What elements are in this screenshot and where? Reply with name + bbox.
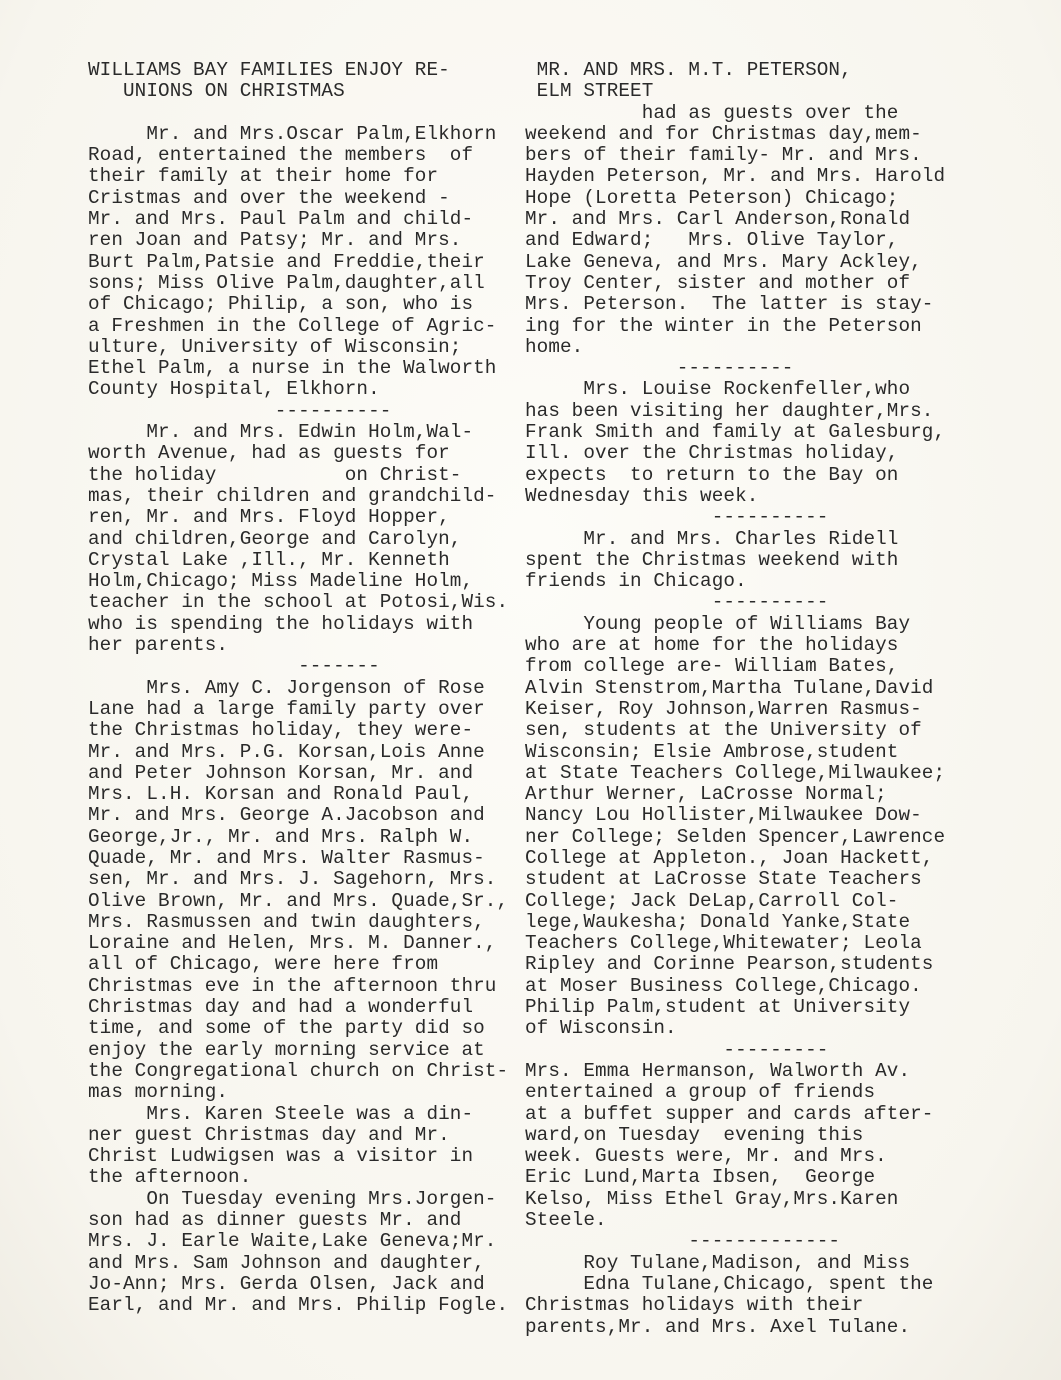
left-column-line: sen, Mr. and Mrs. J. Sagehorn, Mrs. [88, 868, 497, 891]
left-column-line: Mr. and Mrs.Oscar Palm,Elkhorn [88, 122, 497, 145]
left-column-line [88, 103, 548, 124]
left-column-line: Olive Brown, Mr. and Mrs. Quade,Sr., [88, 889, 509, 912]
left-column-line: ren Joan and Patsy; Mr. and Mrs. [88, 229, 462, 252]
right-column-line: Edna Tulane,Chicago, spent the [525, 1272, 934, 1295]
left-column-line: Mrs. Rasmussen and twin daughters, [88, 910, 485, 933]
right-column-line: home. [525, 335, 584, 358]
right-column-line: student at LaCrosse State Teachers [525, 868, 922, 891]
left-column-line: a Freshmen in the College of Agric- [88, 314, 497, 337]
right-column-line: ward,on Tuesday evening this [525, 1123, 864, 1146]
right-column-line: bers of their family- Mr. and Mrs. [525, 144, 922, 167]
left-column [88, 60, 548, 1317]
left-column-line: Mr. and Mrs. P.G. Korsan,Lois Anne [88, 740, 485, 763]
left-column-line: ner guest Christmas day and Mr. [88, 1123, 450, 1146]
left-column-line: Cristmas and over the weekend - [88, 186, 450, 209]
left-column-line: ------- [88, 655, 380, 678]
right-column-line: from college are- William Bates, [525, 655, 899, 678]
left-column-line: and Mrs. Sam Johnson and daughter, [88, 1251, 485, 1274]
left-column-line: their family at their home for [88, 165, 439, 188]
left-column-line: son had as dinner guests Mr. and [88, 1209, 462, 1232]
left-column-line: the Christmas holiday, they were- [88, 719, 474, 742]
left-column-line: all of Chicago, were here from [88, 953, 439, 976]
left-column-line: Mr. and Mrs. George A.Jacobson and [88, 804, 485, 827]
left-column-line: ren, Mr. and Mrs. Floyd Hopper, [88, 506, 450, 529]
left-column-line: Burt Palm,Patsie and Freddie,their [88, 250, 485, 273]
right-column-line: who are at home for the holidays [525, 634, 899, 657]
right-column-line: Ill. over the Christmas holiday, [525, 442, 899, 465]
right-column-line: Frank Smith and family at Galesburg, [525, 421, 946, 444]
left-column-line: Mrs. J. Earle Waite,Lake Geneva;Mr. [88, 1230, 497, 1253]
right-column-line: had as guests over the [525, 101, 899, 124]
left-column-line: Mr. and Mrs. Paul Palm and child- [88, 208, 474, 231]
left-column-line: Loraine and Helen, Mrs. M. Danner., [88, 932, 497, 955]
right-column-line: Young people of Williams Bay [525, 612, 911, 635]
left-column-line: WILLIAMS BAY FAMILIES ENJOY RE- [88, 59, 450, 81]
right-column-line: Lake Geneva, and Mrs. Mary Ackley, [525, 250, 922, 273]
right-column-line: Mr. and Mrs. Carl Anderson,Ronald [525, 208, 911, 231]
left-column-line: Ethel Palm, a nurse in the Walworth [88, 357, 497, 380]
right-column-line: ------------- [525, 1230, 841, 1253]
left-column-line: mas morning. [88, 1081, 229, 1104]
left-column-line: Mrs. L.H. Korsan and Ronald Paul, [88, 783, 474, 806]
right-column-line: ---------- [525, 357, 794, 380]
left-column-line: and children,George and Carolyn, [88, 527, 462, 550]
right-column-line: ing for the winter in the Peterson [525, 314, 922, 337]
right-column-line: friends in Chicago. [525, 570, 747, 593]
right-column-line: Mrs. Peterson. The latter is stay- [525, 293, 934, 316]
right-column-line: entertained a group of friends [525, 1081, 876, 1104]
right-column-line: Mrs. Louise Rockenfeller,who [525, 378, 911, 401]
left-column-line: Earl, and Mr. and Mrs. Philip Fogle. [88, 1294, 509, 1317]
left-column-line: County Hospital, Elkhorn. [88, 378, 380, 401]
left-column-line: mas, their children and grandchild- [88, 484, 497, 507]
right-column-line: College at Appleton., Joan Hackett, [525, 846, 934, 869]
left-column-line: who is spending the holidays with [88, 612, 474, 635]
left-column-line: teacher in the school at Potosi,Wis. [88, 591, 509, 614]
left-column-line: Lane had a large family party over [88, 697, 485, 720]
right-column-line: Mrs. Emma Hermanson, Walworth Av. [525, 1059, 911, 1082]
right-column-line: Steele. [525, 1209, 607, 1232]
left-column-line: the Congregational church on Christ- [88, 1059, 509, 1082]
right-column-line: lege,Waukesha; Donald Yanke,State [525, 910, 911, 933]
left-column-line: Quade, Mr. and Mrs. Walter Rasmus- [88, 846, 485, 869]
left-column-line: George,Jr., Mr. and Mrs. Ralph W. [88, 825, 474, 848]
left-column-line: Mr. and Mrs. Edwin Holm,Wal- [88, 421, 474, 444]
right-column-line: ELM STREET [525, 80, 654, 103]
right-column-line: ---------- [525, 506, 829, 529]
right-column-line: Keiser, Roy Johnson,Warren Rasmus- [525, 697, 922, 720]
left-column-line: On Tuesday evening Mrs.Jorgen- [88, 1187, 497, 1210]
right-column-line: week. Guests were, Mr. and Mrs. [525, 1145, 887, 1168]
right-column-line: Kelso, Miss Ethel Gray,Mrs.Karen [525, 1187, 899, 1210]
right-column-line: Roy Tulane,Madison, and Miss [525, 1251, 911, 1274]
right-column-line: at Moser Business College,Chicago. [525, 974, 922, 997]
right-column-line: Eric Lund,Marta Ibsen, George [525, 1166, 876, 1189]
left-column-line: and Peter Johnson Korsan, Mr. and [88, 761, 474, 784]
left-column-line: Christ Ludwigsen was a visitor in [88, 1145, 474, 1168]
right-column-line: --------- [525, 1038, 829, 1061]
left-column-line: time, and some of the party did so [88, 1017, 485, 1040]
right-column-line: MR. AND MRS. M.T. PETERSON, [525, 59, 852, 81]
right-column-line: has been visiting her daughter,Mrs. [525, 399, 934, 422]
left-column-line: Christmas eve in the afternoon thru [88, 974, 497, 997]
right-column-line: parents,Mr. and Mrs. Axel Tulane. [525, 1315, 911, 1338]
left-column-line: ulture, University of Wisconsin; [88, 335, 462, 358]
right-column-line: Christmas holidays with their [525, 1294, 864, 1317]
right-column-line: College; Jack DeLap,Carroll Col- [525, 889, 899, 912]
right-column-line: Arthur Werner, LaCrosse Normal; [525, 783, 887, 806]
left-column-line: worth Avenue, had as guests for [88, 442, 450, 465]
right-column-line: of Wisconsin. [525, 1017, 677, 1040]
left-column-line: Jo-Ann; Mrs. Gerda Olsen, Jack and [88, 1272, 485, 1295]
right-column-line: weekend and for Christmas day,mem- [525, 122, 922, 145]
right-column-line: Mr. and Mrs. Charles Ridell [525, 527, 899, 550]
right-column-line: ner College; Selden Spencer,Lawrence [525, 825, 946, 848]
left-column-line: Crystal Lake ,Ill., Mr. Kenneth [88, 548, 450, 571]
left-column-line: enjoy the early morning service at [88, 1038, 485, 1061]
left-column-line: her parents. [88, 634, 229, 657]
right-column-line: Wednesday this week. [525, 484, 759, 507]
right-column-line: Teachers College,Whitewater; Leola [525, 932, 922, 955]
left-column-line: ---------- [88, 399, 392, 422]
right-column-line: expects to return to the Bay on [525, 463, 899, 486]
right-column-line: Hayden Peterson, Mr. and Mrs. Harold [525, 165, 946, 188]
right-column-line: Hope (Loretta Peterson) Chicago; [525, 186, 899, 209]
right-column-line: spent the Christmas weekend with [525, 548, 899, 571]
right-column-line: and Edward; Mrs. Olive Taylor, [525, 229, 899, 252]
right-column-line: sen, students at the University of [525, 719, 922, 742]
left-column-line: Mrs. Amy C. Jorgenson of Rose [88, 676, 485, 699]
right-column-line: Philip Palm,student at University [525, 996, 911, 1019]
right-column-line: Alvin Stenstrom,Martha Tulane,David [525, 676, 934, 699]
right-column-line: Ripley and Corinne Pearson,students [525, 953, 934, 976]
left-column-line: sons; Miss Olive Palm,daughter,all [88, 271, 485, 294]
right-column-line: Wisconsin; Elsie Ambrose,student [525, 740, 899, 763]
left-column-line: the holiday on Christ- [88, 463, 462, 486]
left-column-line: Christmas day and had a wonderful [88, 996, 474, 1019]
right-column-line: Troy Center, sister and mother of [525, 271, 911, 294]
left-column-line: Mrs. Karen Steele was a din- [88, 1102, 474, 1125]
right-column-line: at State Teachers College,Milwaukee; [525, 761, 946, 784]
right-column [525, 60, 1005, 1338]
left-column-line: UNIONS ON CHRISTMAS [88, 80, 345, 103]
right-column-line: ---------- [525, 591, 829, 614]
right-column-line: at a buffet supper and cards after- [525, 1102, 934, 1125]
left-column-line: Holm,Chicago; Miss Madeline Holm, [88, 570, 474, 593]
left-column-line: of Chicago; Philip, a son, who is [88, 293, 474, 316]
left-column-line: Road, entertained the members of [88, 144, 474, 167]
right-column-line: Nancy Lou Hollister,Milwaukee Dow- [525, 804, 922, 827]
left-column-line: the afternoon. [88, 1166, 252, 1189]
